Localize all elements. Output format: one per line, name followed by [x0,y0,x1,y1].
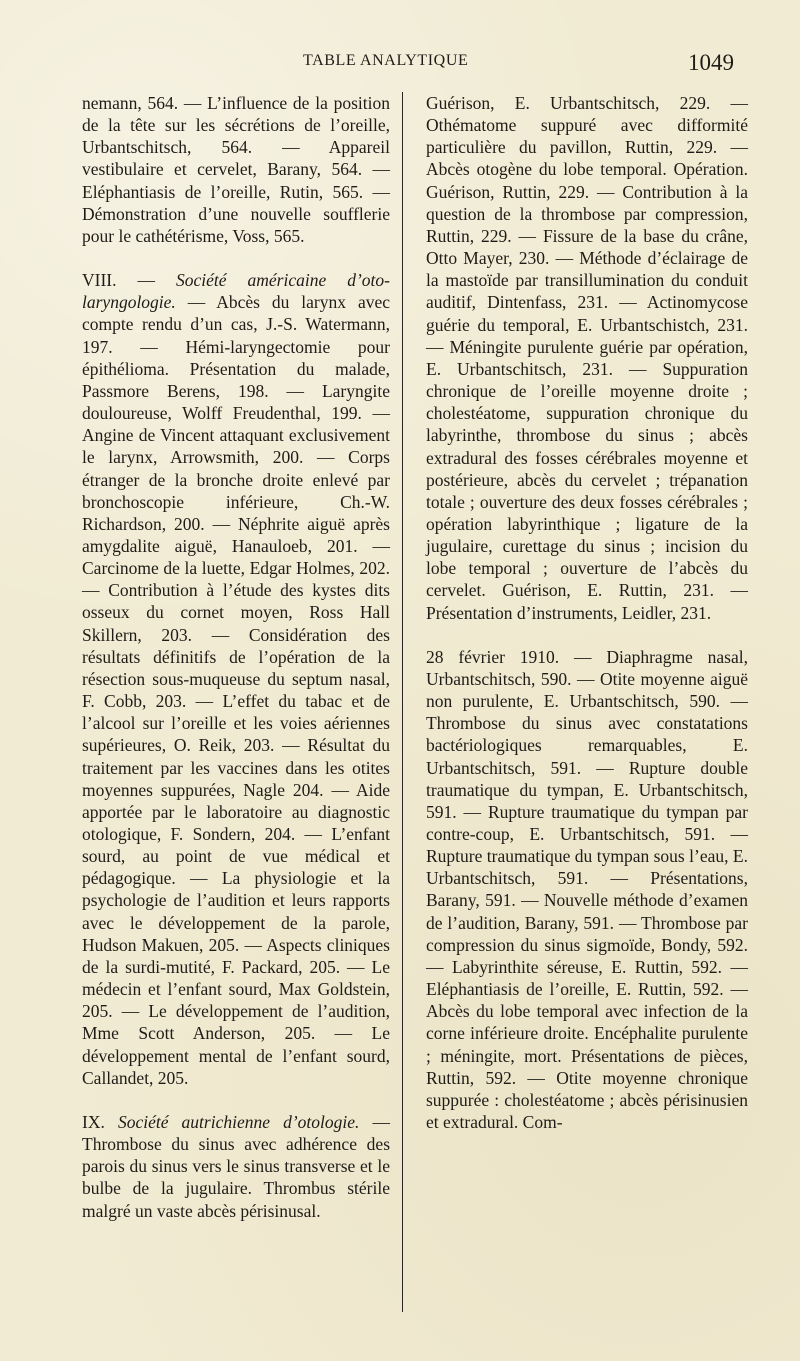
page-header [0,50,800,74]
running-head: TABLE ANALYTIQUE [303,52,469,69]
section-viii-title: Société américaine d’oto-laryngologie. [82,270,390,313]
section-ix-title: Société autrichienne d’otologie. [117,1111,360,1132]
section-ix-number: IX. [82,1111,118,1132]
left-column-paragraph-1: nemann, 564. — L’influence de la position de la tête sur les sécrétions de l’oreille, Urbantschitsch, 564. — Appareil vestibulaire et cervelet, Barany, 564. — Eléphantiasis de l’oreille, Rutin, 565. — Démonstration d’une nouvelle soufflerie pour le cathétérisme, Voss, 565. [82,93,390,246]
section-viii-number: VIII. — [82,270,176,291]
page-number: 1049 [688,50,734,75]
section-ix [82,1111,390,1222]
left-column [82,92,390,1222]
right-column-paragraph-1: Guérison, E. Urbantschitsch, 229. — Othématome suppuré avec difformité particulière du pavillon, Ruttin, 229. — Abcès otogène du lobe temporal. Opération. Guérison, Ruttin, 229. — Contribution à la question de la thrombose par compression, Ruttin, 229. — Fissure de la base du crâne, Otto Mayer, 230. — Méthode d’éclairage de la mastoïde par transillumination du conduit auditif, Dintenfass, 231. — Actinomycose guérie du temporal, E. Urbantschistch, 231. — Méningite purulente guérie par opération, E. Urbantschitsch, 231. — Suppuration chronique de l’oreille moyenne droite ; cholestéatome, suppuration chronique du labyrinthe, thrombose du sinus ; abcès extradural des fosses cérébrales moyenne et postérieure, abcès du cervelet ; trépanation totale ; ouverture des deux fosses cérébrales ; opération labyrinthique ; ligature de la jugulaire, curettage du sinus ; incision du lobe temporal ; ouverture de l’abcès du cervelet. Guérison, E. Ruttin, 231. — Présentation d’instruments, Leidler, 231. [426,93,748,623]
section-ix-text: — Thrombose du sinus avec adhérence des parois du sinus vers le sinus transverse et le bulbe de la jugulaire. Thrombus stérile malgré un vaste abcès périsinusal. [82,1111,390,1221]
right-column-paragraph-2: 28 février 1910. — Diaphragme nasal, Urbantschitsch, 590. — Otite moyenne aiguë non purulente, E. Urbantschitsch, 590. — Thrombose du sinus avec constatations bactériologiques remarquables, E. Urbantschitsch, 591. — Rupture double traumatique du tympan, E. Urbantschitsch, 591. — Rupture traumatique du tympan par contre-coup, E. Urbantschitsch, 591. — Rupture traumatique du tympan sous l’eau, E. Urbantschitsch, 591. — Présentations, Barany, 591. — Nouvelle méthode d’examen de l’audition, Barany, 591. — Thrombose par compression du sinus sigmoïde, Bondy, 592. — Labyrinthite séreuse, E. Ruttin, 592. — Eléphantiasis de l’oreille, E. Ruttin, 592. — Abcès du lobe temporal avec infection de la corne inférieure droite. Encéphalite purulente ; méningite, mort. Présentations de pièces, Ruttin, 592. — Otite moyenne chronique suppurée : cholestéatome ; abcès périsinusien et extradural. Com- [426,646,748,1133]
section-viii-text: — Abcès du larynx avec compte rendu d’un cas, J.-S. Watermann, 197. — Hémi-laryngectomie pour épithélioma. Présentation du malade, Passmore Berens, 198. — Laryngite douloureuse, Wolff Freudenthal, 199. — Angine de Vincent attaquant exclusivement le larynx, Arrowsmith, 200. — Corps étranger de la bronche droite enlevé par bronchoscopie inférieure, Ch.-W. Richardson, 200. — Néphrite aiguë après amygdalite aiguë, Hanauloeb, 201. — Carcinome de la luette, Edgar Holmes, 202. — Contribution à l’étude des kystes dits osseux du cornet moyen, Ross Hall Skillern, 203. — Considération des résultats définitifs de l’opération de la résection sous-muqueuse du septum nasal, F. Cobb, 203. — L’effet du tabac et de l’alcool sur l’oreille et les voies aériennes supérieures, O. Reik, 203. — Résultat du traitement par les vaccines dans les otites moyennes suppurées, Nagle 204. — Aide apportée par le laboratoire au diagnostic otologique, F. Sondern, 204. — L’enfant sourd, au point de vue médical et pédagogique. — La physiologie et la psychologie de l’audition et leurs rapports avec le développement de la parole, Hudson Makuen, 205. — Aspects cliniques de la surdi-mutité, F. Packard, 205. — Le médecin et l’enfant sourd, Max Goldstein, 205. — Le développement de l’audition, Mme Scott Anderson, 205. — Le développement mental de l’enfant sourd, Callandet, 205. [82,292,390,1088]
right-column [426,92,748,1133]
column-divider [402,92,403,1312]
section-viii [82,269,390,1089]
